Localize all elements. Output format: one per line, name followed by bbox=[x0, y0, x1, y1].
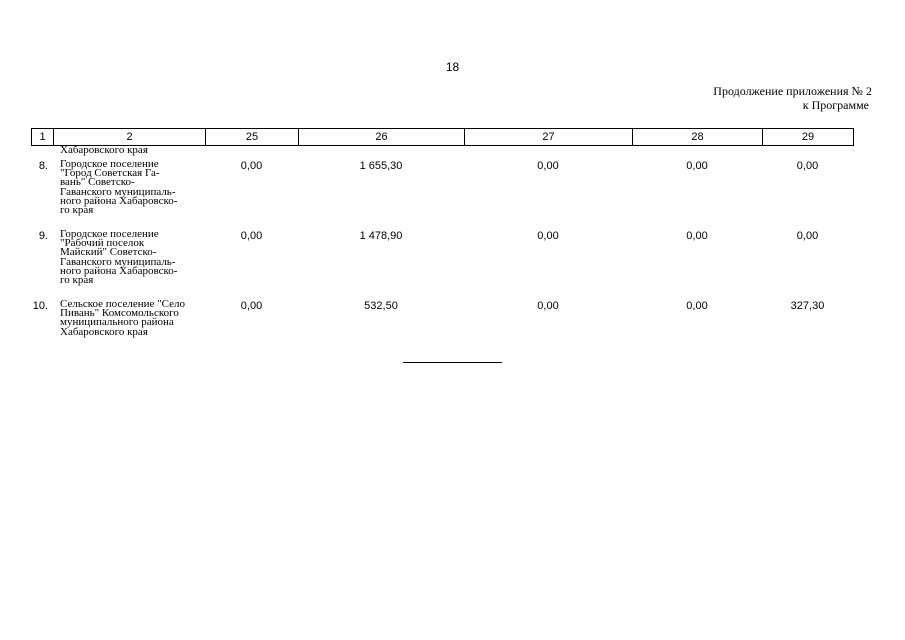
value-col-29: 0,00 bbox=[796, 230, 819, 242]
name-line: Городское поселение bbox=[60, 228, 159, 240]
end-of-document-line bbox=[403, 362, 502, 363]
row-number: 9. bbox=[38, 230, 48, 242]
column-header-table bbox=[31, 128, 854, 146]
settlement-name bbox=[60, 160, 210, 215]
column-header-cell: 26 bbox=[299, 129, 465, 146]
appendix-line-2: к Программе bbox=[802, 98, 869, 112]
row-number: 8. bbox=[38, 160, 48, 172]
settlement-name bbox=[60, 300, 210, 337]
name-line: го края bbox=[60, 204, 94, 217]
name-line: Майский" Советско- bbox=[60, 246, 157, 259]
column-header-cell: 1 bbox=[32, 129, 54, 146]
column-header-cell: 27 bbox=[465, 129, 633, 146]
value-col-25: 0,00 bbox=[240, 160, 263, 172]
name-line: "Рабочий поселок bbox=[60, 237, 145, 250]
name-line: вань" Советско- bbox=[60, 176, 135, 189]
appendix-line-1: Продолжение приложения № 2 bbox=[713, 84, 872, 98]
value-col-26: 532,50 bbox=[364, 300, 398, 312]
value-col-28: 0,00 bbox=[686, 230, 708, 242]
page-number: 18 bbox=[445, 60, 460, 74]
column-header-row bbox=[32, 129, 854, 146]
value-col-26: 1 655,30 bbox=[359, 160, 403, 172]
name-line: Хабаровского края bbox=[60, 325, 148, 338]
carry-over-text: Хабаровского края bbox=[60, 144, 148, 156]
row-number: 10. bbox=[32, 300, 48, 312]
name-line: Гаванского муниципаль- bbox=[60, 185, 176, 198]
name-line: Сельское поселение "Село bbox=[60, 298, 185, 310]
name-line: "Город Советская Га- bbox=[60, 167, 160, 180]
value-col-27: 0,00 bbox=[537, 230, 559, 242]
settlement-name bbox=[60, 230, 210, 285]
name-line: Городское поселение bbox=[60, 158, 159, 170]
name-line: ного района Хабаровско- bbox=[60, 194, 178, 207]
value-col-29: 0,00 bbox=[796, 160, 819, 172]
column-header-cell: 25 bbox=[206, 129, 299, 146]
name-line: муниципального района bbox=[60, 316, 174, 329]
column-header-cell: 28 bbox=[633, 129, 763, 146]
value-col-25: 0,00 bbox=[240, 230, 263, 242]
value-col-27: 0,00 bbox=[537, 300, 559, 312]
value-col-25: 0,00 bbox=[240, 300, 263, 312]
value-col-28: 0,00 bbox=[686, 300, 708, 312]
value-col-27: 0,00 bbox=[537, 160, 559, 172]
name-line: Пивань" Комсомольского bbox=[60, 307, 179, 320]
appendix-caption bbox=[713, 84, 872, 112]
name-line: ного района Хабаровско- bbox=[60, 264, 178, 277]
column-header-cell: 29 bbox=[763, 129, 854, 146]
name-line: го края bbox=[60, 274, 94, 287]
name-line: Гаванского муниципаль- bbox=[60, 255, 176, 268]
column-header-cell: 2 bbox=[54, 129, 206, 146]
value-col-26: 1 478,90 bbox=[359, 230, 403, 242]
value-col-29: 327,30 bbox=[790, 300, 825, 312]
value-col-28: 0,00 bbox=[686, 160, 708, 172]
